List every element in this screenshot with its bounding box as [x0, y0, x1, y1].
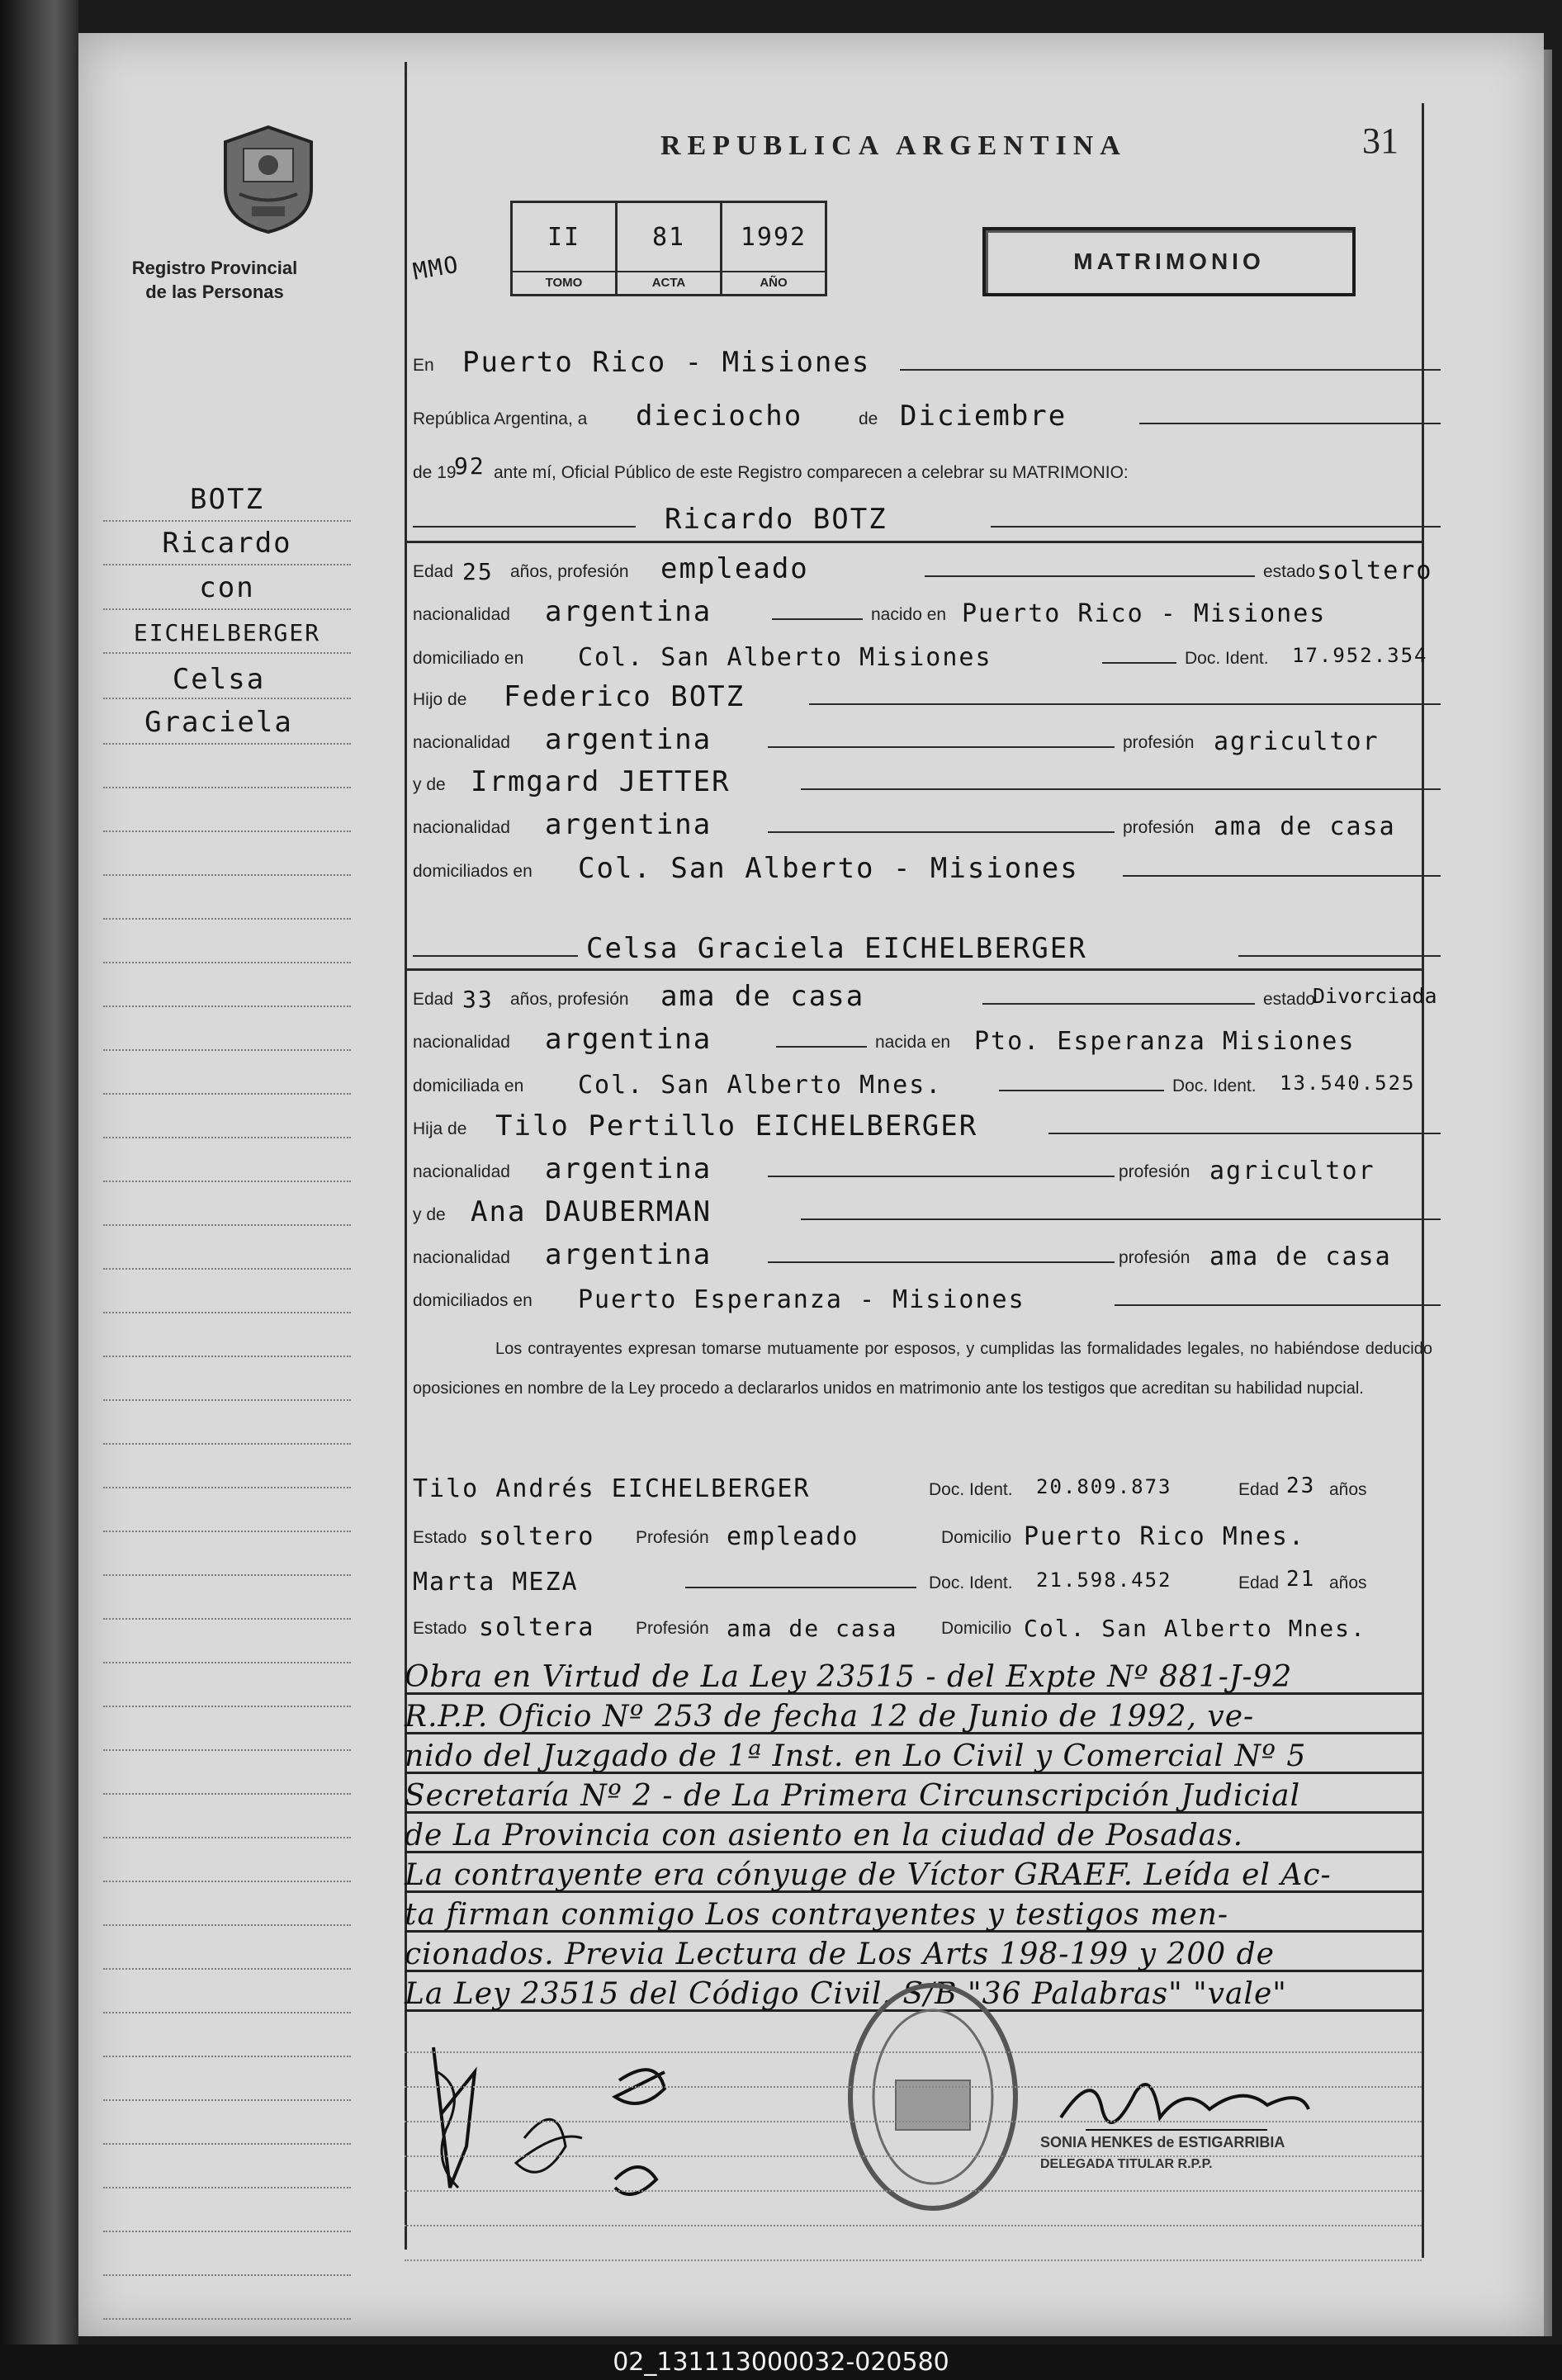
margin-line [103, 1793, 351, 1795]
witness-1-doc: 20.809.873 [1036, 1475, 1172, 1498]
nac-label: nacionalidad [413, 733, 510, 752]
bride-mother: Ana DAUBERMAN [471, 1195, 712, 1228]
witness-1-profession: empleado [727, 1522, 859, 1551]
anos-label: años [1329, 1480, 1367, 1499]
book-binding [0, 0, 78, 2345]
nac-label: nacionalidad [413, 605, 510, 624]
bride-father: Tilo Pertillo EICHELBERGER [495, 1110, 978, 1143]
observation-text: cionados. Previa Lectura de Los Arts 198-199 y 200 de [405, 1938, 1275, 1971]
bride-status: Divorciada [1313, 984, 1437, 1008]
prof-label: Profesión [636, 1528, 709, 1547]
margin-name-groom: Ricardo [162, 527, 292, 560]
edad-label: Edad [413, 990, 454, 1009]
witness-2-status: soltera [479, 1613, 595, 1642]
fill-line [999, 1090, 1164, 1091]
groom-mother-nationality: argentina [545, 808, 712, 841]
record-number-box [510, 201, 827, 296]
groom-parents-domicile: Col. San Alberto - Misiones [578, 852, 1079, 885]
groom-domicile-row [413, 636, 1441, 675]
bride-domicile-row [413, 1063, 1441, 1103]
margin-note: MMO [410, 250, 462, 286]
anio-value: 1992 [740, 222, 807, 252]
fill-line [776, 1046, 867, 1048]
fill-line [801, 1218, 1441, 1220]
prof-label: profesión [1123, 733, 1195, 752]
official-title: DELEGADA TITULAR R.P.P. [1040, 2157, 1213, 2171]
bride-nationality: argentina [545, 1023, 712, 1056]
fill-line [1139, 423, 1441, 424]
fill-line [1048, 1133, 1441, 1134]
edad-label: Edad [413, 562, 454, 581]
prof-label: Profesión [636, 1619, 709, 1638]
official-stamp-icon [838, 1973, 1028, 2221]
margin-line [103, 1049, 351, 1051]
margin-connector: con [199, 571, 255, 604]
margin-line [103, 1005, 351, 1007]
witness-1-row-1 [413, 1467, 1441, 1507]
observation-line [405, 1770, 1424, 1814]
dom-label: Domicilio [941, 1619, 1012, 1638]
ruled-line [405, 2155, 1422, 2157]
bride-father-nat-row [413, 1149, 1441, 1189]
witness-2-domicile: Col. San Alberto Mnes. [1024, 1615, 1366, 1642]
margin-line [103, 2056, 351, 2057]
observation-line [405, 1849, 1424, 1893]
margin-line [103, 743, 351, 745]
observation-line [405, 1691, 1424, 1734]
intro-date-row [413, 396, 1441, 436]
margin-line [103, 1531, 351, 1532]
ruled-line [405, 2225, 1422, 2226]
margin-line [103, 1662, 351, 1663]
groom-age-row [413, 549, 1441, 589]
de-label: de [859, 409, 878, 428]
dom-label: Domicilio [941, 1528, 1012, 1547]
estado-label: estado [1263, 562, 1316, 581]
bride-doc: 13.540.525 [1280, 1072, 1416, 1095]
registry-label-line-2: de las Personas [145, 282, 284, 302]
groom-father: Federico BOTZ [504, 680, 746, 713]
observation-line [405, 1810, 1424, 1853]
doc-label: Doc. Ident. [1185, 649, 1269, 668]
nac-label: nacionalidad [413, 1033, 510, 1052]
margin-line [103, 698, 351, 699]
acta-cell [618, 203, 722, 294]
groom-domicile: Col. San Alberto Misiones [578, 643, 992, 672]
fill-line [991, 526, 1441, 528]
yde-label: y de [413, 775, 446, 794]
witness-2-doc: 21.598.452 [1036, 1569, 1172, 1592]
section-separator [405, 968, 1424, 971]
groom-mother: Irmgard JETTER [471, 765, 731, 798]
observation-line [405, 1651, 1424, 1695]
edad-label: Edad [1238, 1573, 1280, 1592]
margin-line [103, 1399, 351, 1401]
margin-line [103, 608, 351, 610]
bride-mother-profession: ama de casa [1209, 1242, 1392, 1271]
year-suffix: 92 [454, 452, 485, 480]
margin-line [103, 1224, 351, 1226]
bride-mother-nationality: argentina [545, 1238, 712, 1271]
groom-parents-domicile-row [413, 849, 1441, 888]
witness-2-age: 21 [1286, 1567, 1316, 1592]
margin-line [103, 1837, 351, 1838]
fill-line [685, 1587, 916, 1588]
nac-label: nacionalidad [413, 1248, 510, 1267]
margin-line [103, 1312, 351, 1313]
fill-line [1102, 662, 1176, 664]
witness-2-row-2 [413, 1606, 1441, 1645]
declaration-text: Los contrayentes expresan tomarse mutuamente por esposos, y cumplidas las formalidades legales, no habiéndose deducido oposiciones en nombre de la Ley procedo a declararlos unidos en matrimonio ante los testigos que acreditan su habilidad nupcial. [413, 1340, 1432, 1398]
intro-year-row [413, 450, 1441, 490]
observation-line [405, 1928, 1424, 1972]
estado-label: Estado [413, 1619, 467, 1638]
fill-line [1238, 955, 1441, 957]
groom-doc: 17.952.354 [1292, 644, 1428, 667]
margin-line [103, 1968, 351, 1970]
ruled-line [405, 2051, 1422, 2053]
edad-label: Edad [1238, 1480, 1280, 1499]
margin-line [103, 1443, 351, 1445]
intro-month: Diciembre [900, 400, 1067, 433]
register-page [78, 33, 1544, 2336]
margin-line [103, 2099, 351, 2101]
witness-1-domicile: Puerto Rico Mnes. [1024, 1522, 1306, 1551]
bride-birthplace: Pto. Esperanza Misiones [974, 1027, 1356, 1056]
observation-line [405, 1730, 1424, 1774]
intro-day: dieciocho [636, 400, 803, 433]
anio-cell [722, 203, 825, 294]
witness-1-status: soltero [479, 1522, 595, 1551]
prof-label: profesión [1119, 1162, 1190, 1181]
margin-line [103, 564, 351, 565]
margin-line [103, 1706, 351, 1707]
groom-mother-profession: ama de casa [1214, 812, 1396, 841]
fill-line [768, 1176, 1115, 1177]
intro-place: Puerto Rico - Misiones [462, 346, 871, 379]
bride-mother-nat-row [413, 1235, 1441, 1275]
margin-line [103, 2012, 351, 2013]
margin-line [103, 1356, 351, 1357]
groom-status: soltero [1317, 556, 1433, 585]
bride-nationality-row [413, 1020, 1441, 1059]
witness-2-row-1 [413, 1560, 1441, 1600]
record-type-box: MATRIMONIO [982, 227, 1356, 296]
fill-line [925, 575, 1255, 577]
observation-text: nido del Juzgado de 1ª Inst. en Lo Civil y Comercial Nº 5 [405, 1739, 1307, 1773]
groom-birthplace: Puerto Rico - Misiones [962, 599, 1327, 628]
groom-profession: empleado [660, 552, 809, 585]
nac-label: nacionalidad [413, 1162, 510, 1181]
margin-line [103, 2274, 351, 2276]
fill-line [900, 369, 1441, 371]
ruled-line [405, 2190, 1422, 2192]
doc-label: Doc. Ident. [929, 1573, 1013, 1592]
tomo-cell [513, 203, 618, 294]
rep-label: República Argentina, a [413, 409, 588, 428]
margin-line [103, 787, 351, 788]
observation-line [405, 1889, 1424, 1933]
fill-line [772, 618, 863, 620]
padres-dom-label: domiciliados en [413, 862, 532, 881]
margin-name-bride: Celsa [172, 663, 266, 696]
observation-text: La contrayente era cónyuge de Víctor GRAEF. Leída el Ac- [405, 1858, 1332, 1892]
margin-line [103, 1268, 351, 1270]
year-prefix: de 19 [413, 463, 457, 482]
margin-line [103, 830, 351, 832]
doc-label: Doc. Ident. [1172, 1076, 1257, 1095]
fill-line [809, 703, 1441, 705]
provincial-seal-icon [219, 124, 318, 235]
bride-mother-row [413, 1192, 1441, 1232]
doc-label: Doc. Ident. [929, 1480, 1013, 1499]
margin-line [103, 1137, 351, 1138]
witness-2-name: Marta MEZA [413, 1568, 579, 1597]
bride-father-nationality: argentina [545, 1152, 712, 1185]
bride-domicile: Col. San Alberto Mnes. [578, 1071, 943, 1100]
bride-name: Celsa Graciela EICHELBERGER [586, 932, 1087, 965]
groom-father-profession: agricultor [1214, 727, 1380, 756]
country-title: REPUBLICA ARGENTINA [660, 130, 1127, 161]
en-label: En [413, 356, 434, 375]
groom-father-nat-row [413, 720, 1441, 759]
witness-1-age: 23 [1286, 1474, 1316, 1498]
fill-line [1115, 1304, 1441, 1306]
nacido-label: nacido en [871, 605, 947, 624]
scan-identifier: 02_131113000032-020580 [613, 2348, 949, 2377]
observation-text: ta firman conmigo Los contrayentes y testigos men- [405, 1898, 1229, 1932]
observation-text: Obra en Virtud de La Ley 23515 - del Expte Nº 881-J-92 [405, 1660, 1293, 1694]
bride-father-row [413, 1106, 1441, 1146]
bride-name-row [413, 929, 1441, 968]
intro-place-row [413, 343, 1441, 382]
edad-suffix: años, profesión [510, 562, 629, 581]
padres-dom-label: domiciliados en [413, 1291, 532, 1310]
groom-age: 25 [462, 558, 494, 585]
margin-line [103, 2187, 351, 2188]
bride-age-row [413, 977, 1441, 1016]
margin-line [103, 1749, 351, 1751]
bride-father-profession: agricultor [1209, 1157, 1375, 1185]
bride-parents-domicile-row [413, 1278, 1441, 1318]
dom-label: domiciliada en [413, 1076, 524, 1095]
intro-statement: ante mí, Oficial Público de este Registro comparecen a celebrar su MATRIMONIO: [494, 463, 1129, 482]
registry-label-line-1: Registro Provincial [131, 258, 298, 278]
fill-line [768, 1261, 1115, 1263]
nac-label: nacionalidad [413, 818, 510, 837]
margin-name-bride-2: Graciela [144, 706, 293, 739]
ruled-line [405, 2086, 1422, 2088]
prof-label: profesión [1119, 1248, 1190, 1267]
acta-value: 81 [651, 222, 686, 252]
margin-line [103, 1487, 351, 1488]
dom-label: domiciliado en [413, 649, 524, 668]
yde-label: y de [413, 1205, 446, 1224]
margin-line [103, 1093, 351, 1095]
registry-label [87, 256, 343, 304]
margin-line [103, 1881, 351, 1882]
ruled-line [405, 2259, 1422, 2261]
page-number: 31 [1362, 121, 1399, 161]
groom-nationality: argentina [545, 595, 712, 628]
witness-2-profession: ama de casa [727, 1615, 898, 1642]
edad-suffix: años, profesión [510, 990, 629, 1009]
fill-line [768, 746, 1115, 748]
fill-line [768, 831, 1115, 833]
anio-label: AÑO [722, 271, 825, 294]
margin-line [103, 1924, 351, 1926]
margin-line [103, 874, 351, 876]
tomo-label: TOMO [513, 271, 615, 294]
groom-father-nationality: argentina [545, 723, 712, 756]
official-name: SONIA HENKES de ESTIGARRIBIA [1040, 2134, 1285, 2151]
fill-line [982, 1003, 1255, 1005]
hijo-label: Hijo de [413, 690, 467, 709]
fill-line [413, 526, 636, 528]
observation-text: La Ley 23515 del Código Civil. S/B "36 Palabras" "vale" [405, 1977, 1287, 2011]
margin-line [103, 962, 351, 963]
nacida-label: nacida en [875, 1033, 951, 1052]
witness-1-row-2 [413, 1515, 1441, 1554]
prof-label: profesión [1123, 818, 1195, 837]
groom-mother-nat-row [413, 805, 1441, 845]
margin-line [103, 2318, 351, 2320]
margin-line [103, 2143, 351, 2145]
bride-parents-domicile: Puerto Esperanza - Misiones [578, 1285, 1025, 1314]
observation-text: R.P.P. Oficio Nº 253 de fecha 12 de Junio de 1992, ve- [405, 1700, 1255, 1734]
fill-line [1123, 875, 1441, 877]
anos-label: años [1329, 1573, 1367, 1592]
hija-label: Hija de [413, 1119, 467, 1138]
margin-line [103, 520, 351, 522]
acta-label: ACTA [618, 271, 720, 294]
margin-line [103, 1574, 351, 1576]
fill-line [801, 788, 1441, 790]
margin-line [103, 1181, 351, 1182]
fill-line [413, 955, 578, 957]
margin-surname-bride: EICHELBERGER [133, 619, 321, 646]
margin-surname-groom: BOTZ [190, 483, 264, 516]
estado-label: estado [1263, 990, 1316, 1009]
witness-1-name: Tilo Andrés EICHELBERGER [413, 1474, 811, 1503]
groom-name-row [413, 499, 1441, 539]
section-separator [405, 541, 1424, 543]
margin-line [103, 918, 351, 920]
margin-line [103, 1618, 351, 1620]
margin-line [103, 2231, 351, 2232]
margin-line [103, 652, 351, 654]
ruled-line [405, 2121, 1422, 2122]
bride-profession: ama de casa [660, 980, 865, 1013]
bride-age: 33 [462, 986, 494, 1013]
tomo-value: II [547, 222, 581, 252]
groom-nationality-row [413, 592, 1441, 632]
groom-mother-row [413, 762, 1441, 802]
groom-father-row [413, 677, 1441, 717]
estado-label: Estado [413, 1528, 467, 1547]
observation-text: de La Provincia con asiento en la ciudad de Posadas. [405, 1819, 1244, 1852]
groom-name: Ricardo BOTZ [665, 503, 888, 536]
observation-text: Secretaría Nº 2 - de La Primera Circunscripción Judicial [405, 1779, 1301, 1813]
